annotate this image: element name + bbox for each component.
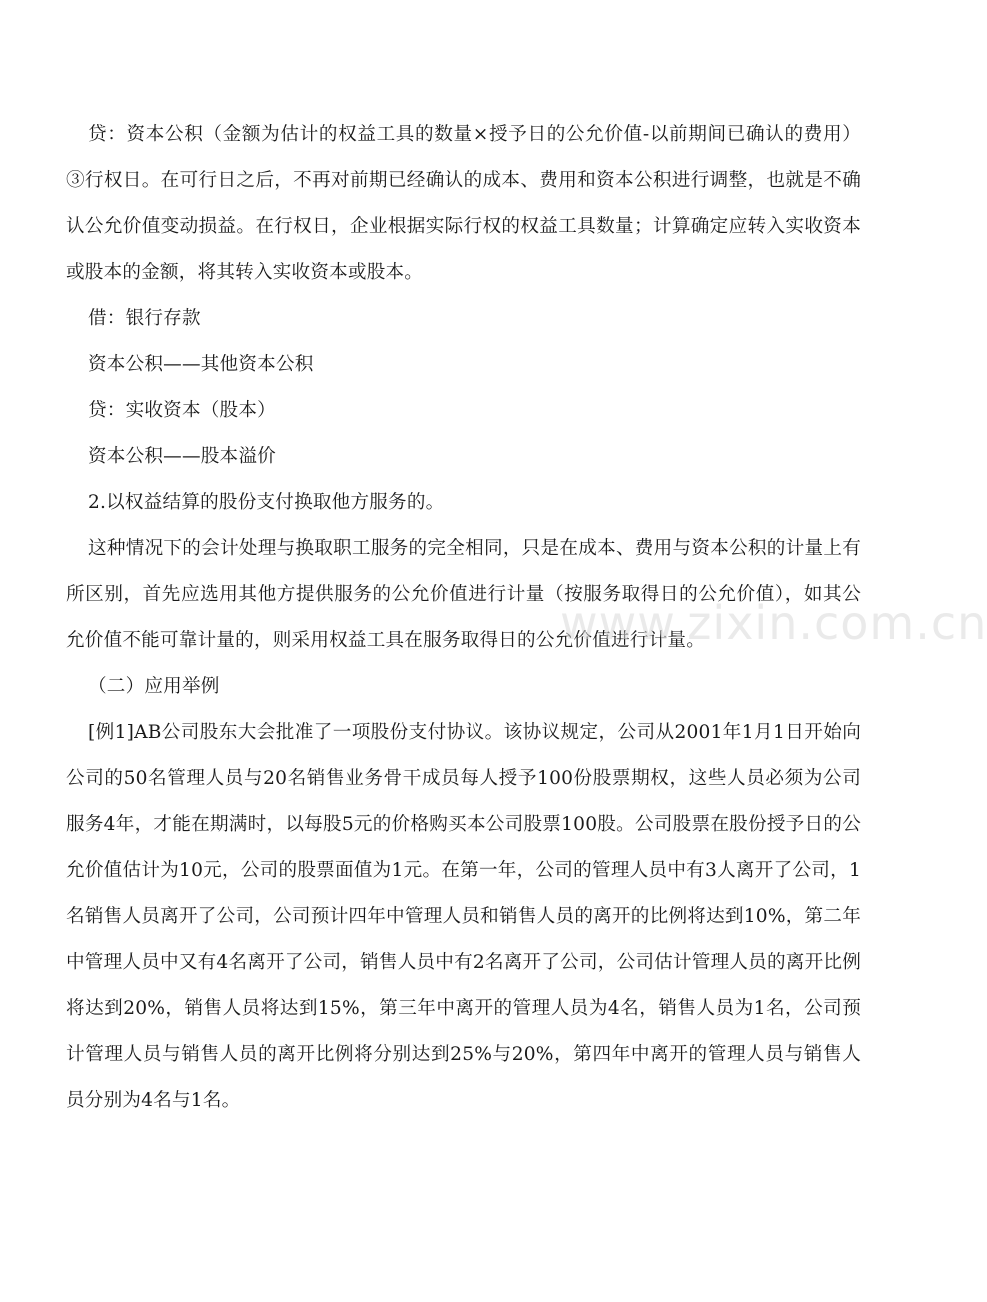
paragraph-capital-reserve-premium: 资本公积——股本溢价 [88,446,276,467]
paragraph-capital-reserve-other: 资本公积——其他资本公积 [88,354,314,375]
paragraph-other-services-explanation: 这种情况下的会计处理与换取职工服务的完全相同，只是在成本、费用与资本公积的计量上有所区别，首先应选用其他方提供服务的公允价值进行计量（按服务取得日的公允价值），如其公允价值不能可靠计量的，则采用权益工具在服务取得日的公允价值进行计量。 [66,538,861,651]
paragraph-application-example-heading: （二）应用举例 [88,676,220,697]
paragraph-section-2-heading: 2.以权益结算的股份支付换取他方服务的。 [88,492,445,513]
paragraph-debit-bank-deposit: 借：银行存款 [88,308,201,329]
paragraph-credit-capital-reserve: 贷：资本公积（金额为估计的权益工具的数量×授予日的公允价值-以前期间已确认的费用）③行权日。在可行日之后，不再对前期已经确认的成本、费用和资本公积进行调整，也就是不确认公允价值变动损益。在行权日，企业根据实际行权的权益工具数量；计算确定应转入实收资本或股本的金额，将其转入实收资本或股本。 [66,124,861,283]
paragraph-credit-paid-in-capital: 贷：实收资本（股本） [88,400,276,421]
document-body [66,112,861,1124]
paragraph-example-1: [例1]AB公司股东大会批准了一项股份支付协议。该协议规定，公司从2001年1月1日开始向公司的50名管理人员与20名销售业务骨干成员每人授予100份股票期权，这些人员必须为公司服务4年，才能在期满时，以每股5元的价格购买本公司股票100股。公司股票在股份授予日的公允价值估计为10元，公司的股票面值为1元。在第一年，公司的管理人员中有3人离开了公司，1名销售人员离开了公司，公司预计四年中管理人员和销售人员的离开的比例将达到10%，第二年中管理人员中又有4名离开了公司，销售人员中有2名离开了公司，公司估计管理人员的离开比例将达到20%，销售人员将达到15%，第三年中离开的管理人员为4名，销售人员为1名，公司预计管理人员与销售人员的离开比例将分别达到25%与20%，第四年中离开的管理人员与销售人员分别为4名与1名。 [66,722,861,1111]
watermark: www.zixin.com.cn [560,596,987,650]
